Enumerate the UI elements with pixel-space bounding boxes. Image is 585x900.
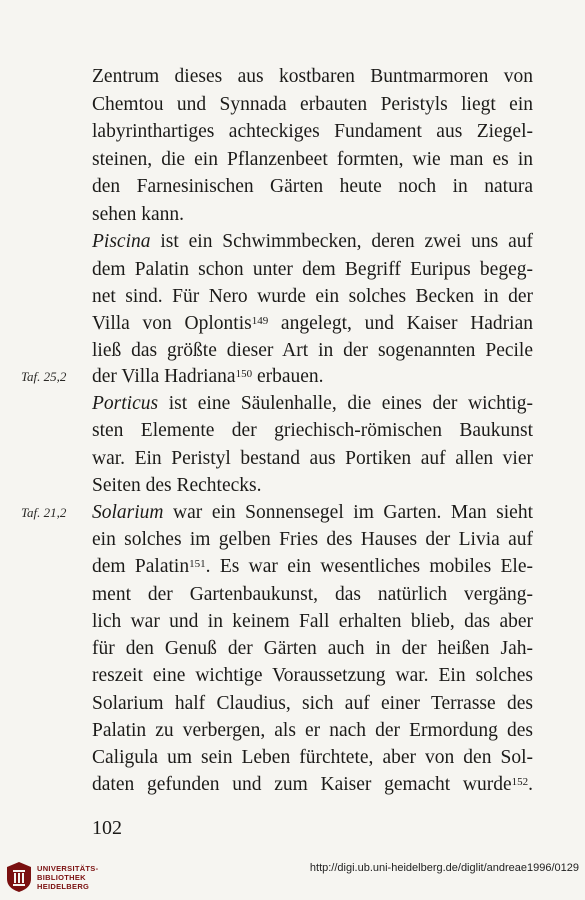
text-segment: angelegt, und Kaiser Hadrian (268, 313, 533, 334)
footnote-ref-152[interactable]: 152 (511, 776, 529, 788)
footnote-ref-150[interactable]: 150 (235, 368, 253, 380)
page-number: 102 (92, 817, 122, 839)
logo-line: UNIVERSITÄTS- (37, 863, 99, 873)
text-line: ließ das größte dieser Art in der sogenannten Pecile (92, 340, 533, 361)
text-segment: ist eine Säulenhalle, die eines der wichtig- (158, 393, 533, 414)
text-line (92, 229, 533, 255)
text-line (92, 391, 533, 417)
library-logo[interactable] (6, 858, 116, 896)
logo-line: BIBLIOTHEK (37, 872, 86, 882)
margin-note-taf-21-2: Taf. 21,2 (21, 505, 67, 520)
text-segment: der Villa Hadriana (92, 366, 236, 387)
text-line: lich war und in keinem Fall erhalten blieb, das aber (92, 611, 533, 632)
university-seal-icon (6, 861, 32, 893)
text-line: Zentrum dieses aus kostbaren Buntmarmoren von (92, 66, 533, 87)
text-line: sten Elemente der griechisch-römischen Baukunst (92, 420, 533, 441)
text-line: ein solches im gelben Fries des Hauses der Livia auf (92, 529, 533, 550)
logo-line: HEIDELBERG (37, 881, 90, 891)
text-line: labyrinthartiges achteckiges Fundament aus Ziegel- (92, 121, 533, 142)
text-line: ment der Gartenbaukunst, das natürlich vergäng- (92, 584, 533, 605)
text-line: den Farnesinischen Gärten heute noch in natura (92, 176, 533, 197)
text-line: Solarium half Claudius, sich auf einer Terrasse des (92, 693, 533, 714)
source-url-link[interactable]: http://digi.ub.uni-heidelberg.de/diglit/andreae1996/0129 (309, 862, 579, 874)
text-segment: dem Palatin (92, 556, 190, 577)
text-line: sehen kann. (92, 204, 185, 225)
text-segment: Villa von Oplontis (92, 313, 252, 334)
text-line: net sind. Für Nero wurde ein solches Becken in der (92, 286, 533, 307)
text-segment: . Es war ein wesentliches mobiles Ele- (205, 556, 533, 577)
text-line (92, 772, 533, 798)
footnote-ref-151[interactable]: 151 (189, 558, 206, 570)
text-line: Caligula um sein Leben fürchtete, aber von den Sol- (92, 747, 533, 768)
text-line (92, 364, 533, 390)
text-line (92, 554, 533, 580)
text-line: reszeit eine wichtige Voraussetzung war. Ein solches (92, 665, 533, 686)
margin-note-taf-25-2: Taf. 25,2 (21, 369, 67, 384)
text-line: war. Ein Peristyl bestand aus Portiken auf allen vier (92, 448, 533, 469)
text-line: Palatin zu verbergen, als er nach der Ermordung des (92, 720, 533, 741)
text-line: Seiten des Rechtecks. (92, 475, 262, 496)
text-line (92, 500, 533, 526)
text-segment: ist ein Schwimmbecken, deren zwei uns auf (150, 231, 533, 252)
text-line: Chemtou und Synnada erbauten Peristyls liegt ein (92, 94, 533, 115)
term-piscina: Piscina (92, 231, 151, 252)
text-line: steinen, die ein Pflanzenbeet formten, wie man es in (92, 149, 533, 170)
text-line (92, 311, 533, 337)
term-solarium: Solarium (92, 502, 164, 523)
text-segment: war ein Sonnensegel im Garten. Man sieht (163, 502, 533, 523)
text-line: dem Palatin schon unter dem Begriff Euripus begeg- (92, 259, 533, 280)
text-segment: erbauen. (252, 366, 324, 387)
term-porticus: Porticus (92, 393, 159, 414)
library-logo-text (37, 864, 98, 891)
footnote-ref-149[interactable]: 149 (251, 315, 269, 327)
text-segment: . (528, 774, 533, 795)
text-segment: daten gefunden und zum Kaiser gemacht wurde (92, 774, 512, 795)
text-line: für den Genuß der Gärten auch in der heißen Jah- (92, 638, 533, 659)
